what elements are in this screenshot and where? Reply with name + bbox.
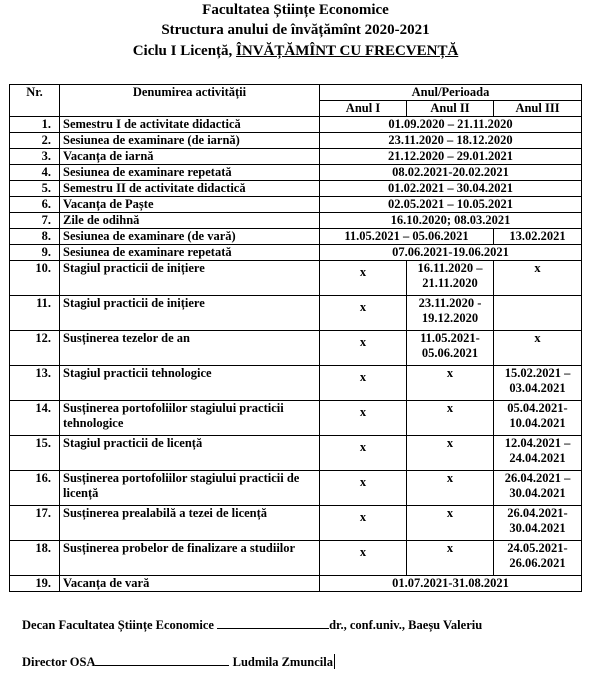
table-row: [10, 133, 582, 149]
activity-name: Vacanța de Paște: [60, 197, 320, 213]
row-number: 8.: [10, 229, 60, 245]
period-year-3: 13.02.2021: [494, 229, 582, 245]
row-number: 11.: [10, 296, 60, 331]
row-number: 7.: [10, 213, 60, 229]
table-row: [10, 296, 582, 331]
period-year-3: 05.04.2021- 10.04.2021: [494, 401, 582, 436]
activity-name: Sesiunea de examinare repetată: [60, 245, 320, 261]
period-year-1: x: [320, 436, 407, 471]
header-activity: Denumirea activității: [60, 85, 320, 117]
cycle-prefix: Ciclu I Licență,: [132, 43, 237, 59]
header-period: Anul/Perioada: [320, 85, 582, 101]
row-number: 10.: [10, 261, 60, 296]
header-year-3: Anul III: [494, 101, 582, 117]
table-row: [10, 213, 582, 229]
table-row: [10, 436, 582, 471]
period-year-1: x: [320, 506, 407, 541]
period-all-years: 08.02.2021-20.02.2021: [320, 165, 582, 181]
row-number: 15.: [10, 436, 60, 471]
table-row: [10, 471, 582, 506]
period-year-1: x: [320, 366, 407, 401]
row-number: 2.: [10, 133, 60, 149]
document-title: Structura anului de învățămînt 2020-2021: [161, 22, 430, 38]
table-row: [10, 506, 582, 541]
period-year-1: x: [320, 471, 407, 506]
row-number: 4.: [10, 165, 60, 181]
activity-name: Stagiul practicii de licență: [60, 436, 320, 471]
period-all-years: 23.11.2020 – 18.12.2020: [320, 133, 582, 149]
period-year-3: x: [494, 331, 582, 366]
table-row: [10, 576, 582, 592]
table-row: [10, 401, 582, 436]
activity-name: Stagiul practicii tehnologice: [60, 366, 320, 401]
header-nr: Nr.: [10, 85, 60, 117]
header-year-2: Anul II: [407, 101, 494, 117]
activity-name: Stagiul practicii de inițiere: [60, 296, 320, 331]
period-year-2: 11.05.2021- 05.06.2021: [407, 331, 494, 366]
period-year-2: x: [407, 506, 494, 541]
table-row: [10, 245, 582, 261]
row-number: 3.: [10, 149, 60, 165]
activity-name: Susținerea probelor de finalizare a studiilor: [60, 541, 320, 576]
activity-name: Susținerea tezelor de an: [60, 331, 320, 366]
row-number: 12.: [10, 331, 60, 366]
activity-name: Sesiunea de examinare (de iarnă): [60, 133, 320, 149]
activity-name: Vacanța de iarnă: [60, 149, 320, 165]
period-all-years: 21.12.2020 – 29.01.2021: [320, 149, 582, 165]
period-year-1: x: [320, 296, 407, 331]
table-row: [10, 117, 582, 133]
period-year-2: x: [407, 401, 494, 436]
director-name: Ludmila Zmuncila: [232, 655, 333, 669]
row-number: 5.: [10, 181, 60, 197]
period-year-2: x: [407, 471, 494, 506]
table-row: [10, 197, 582, 213]
table-row: [10, 149, 582, 165]
activity-name: Stagiul practicii de inițiere: [60, 261, 320, 296]
period-years-1-2: 11.05.2021 – 05.06.2021: [320, 229, 494, 245]
cycle-title: [0, 41, 591, 61]
period-year-3: 26.04.2021 – 30.04.2021: [494, 471, 582, 506]
row-number: 17.: [10, 506, 60, 541]
text-cursor: [334, 654, 335, 669]
period-year-1: x: [320, 541, 407, 576]
table-row: [10, 331, 582, 366]
activity-name: Vacanța de vară: [60, 576, 320, 592]
activity-name: Susținerea portofoliilor stagiului practicii tehnologice: [60, 401, 320, 436]
period-year-1: x: [320, 261, 407, 296]
header-year-1: Anul I: [320, 101, 407, 117]
period-year-1: x: [320, 401, 407, 436]
table-row: [10, 181, 582, 197]
row-number: 6.: [10, 197, 60, 213]
table-row: [10, 261, 582, 296]
row-number: 18.: [10, 541, 60, 576]
activity-name: Susținerea portofoliilor stagiului practicii de licență: [60, 471, 320, 506]
table-row: [10, 229, 582, 245]
period-year-3: 12.04.2021 – 24.04.2021: [494, 436, 582, 471]
row-number: 1.: [10, 117, 60, 133]
period-year-3: [494, 296, 582, 331]
activity-name: Sesiunea de examinare (de vară): [60, 229, 320, 245]
period-year-2: x: [407, 436, 494, 471]
director-signature-line: [22, 654, 335, 670]
activity-name: Susținerea prealabilă a tezei de licență: [60, 506, 320, 541]
dean-signature-blank: [217, 617, 329, 629]
row-number: 9.: [10, 245, 60, 261]
academic-year-structure-table: [9, 84, 582, 592]
period-year-2: x: [407, 541, 494, 576]
period-year-3: 26.04.2021- 30.04.2021: [494, 506, 582, 541]
period-year-3: 15.02.2021 – 03.04.2021: [494, 366, 582, 401]
dean-signature-line: [22, 617, 482, 633]
row-number: 14.: [10, 401, 60, 436]
table-row: [10, 366, 582, 401]
dean-label: Decan Facultatea Științe Economice: [22, 618, 214, 632]
period-year-1: x: [320, 331, 407, 366]
period-all-years: 01.07.2021-31.08.2021: [320, 576, 582, 592]
period-all-years: 01.02.2021 – 30.04.2021: [320, 181, 582, 197]
faculty-title: Facultatea Științe Economice: [202, 2, 389, 18]
period-year-3: x: [494, 261, 582, 296]
activity-name: Semestru II de activitate didactică: [60, 181, 320, 197]
period-all-years: 16.10.2020; 08.03.2021: [320, 213, 582, 229]
director-signature-blank: [95, 654, 229, 666]
period-all-years: 02.05.2021 – 10.05.2021: [320, 197, 582, 213]
period-all-years: 07.06.2021-19.06.2021: [320, 245, 582, 261]
table-row: [10, 541, 582, 576]
row-number: 16.: [10, 471, 60, 506]
row-number: 19.: [10, 576, 60, 592]
activity-name: Zile de odihnă: [60, 213, 320, 229]
period-year-3: 24.05.2021- 26.06.2021: [494, 541, 582, 576]
dean-name: dr., conf.univ., Baeșu Valeriu: [329, 618, 483, 632]
period-year-2: x: [407, 366, 494, 401]
director-label: Director OSA: [22, 655, 96, 669]
period-year-2: 23.11.2020 - 19.12.2020: [407, 296, 494, 331]
study-form: ÎNVĂȚĂMÎNT CU FRECVENȚĂ: [236, 43, 459, 59]
period-year-2: 16.11.2020 – 21.11.2020: [407, 261, 494, 296]
activity-name: Semestru I de activitate didactică: [60, 117, 320, 133]
period-all-years: 01.09.2020 – 21.11.2020: [320, 117, 582, 133]
activity-name: Sesiunea de examinare repetată: [60, 165, 320, 181]
row-number: 13.: [10, 366, 60, 401]
table-row: [10, 165, 582, 181]
